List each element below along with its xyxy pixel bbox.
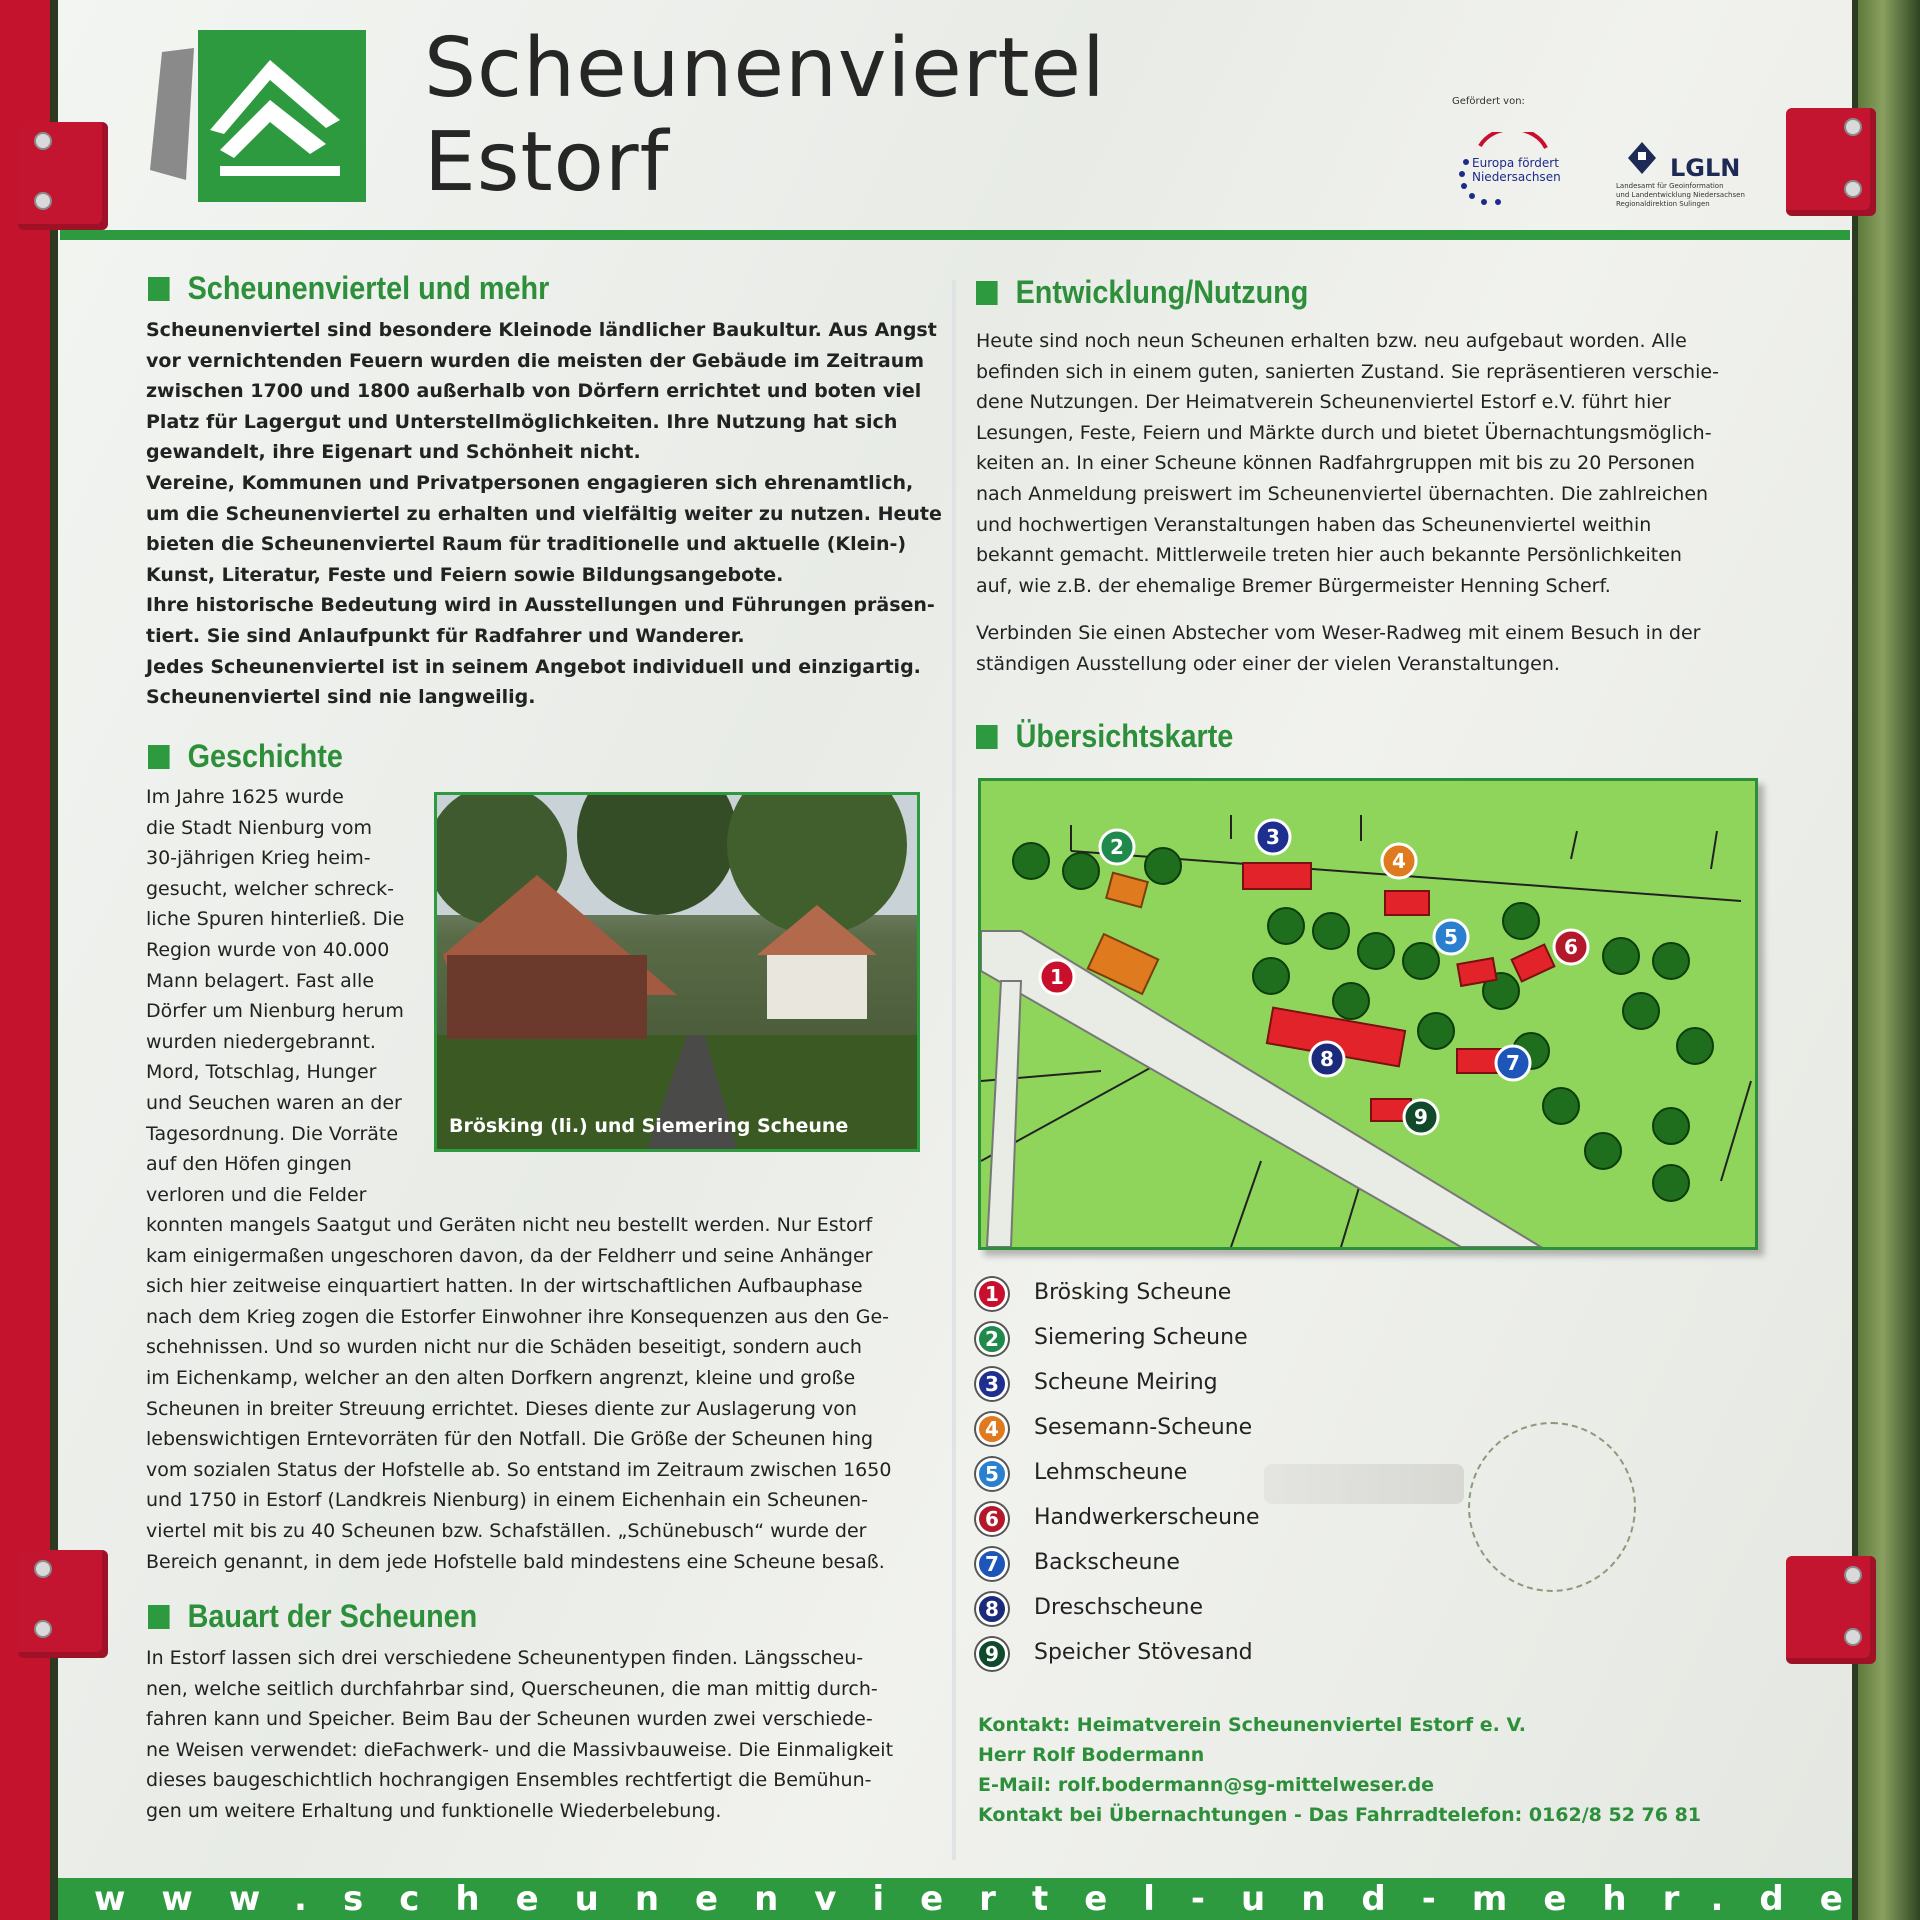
photo-caption: Brösking (li.) und Siemering Scheune [449,1115,849,1137]
website-url: www.scheunenviertel-und-mehr.de [94,1879,1879,1919]
geschichte-line: lebenswichtigen Erntevorräten für den Notfall. Die Größe der Scheunen hing [146,1428,874,1451]
entwicklung-line: Lesungen, Feste, Feiern und Märkte durch und bietet Übernachtungsmöglich- [976,421,1712,444]
legend-label: Handwerkerscheune [1034,1505,1260,1530]
geschichte-line: Scheunen in breiter Streuung errichtet. Dieses diente zur Auslagerung von [146,1397,857,1420]
bauart-line: dieses baugeschichtlich hochrangigen Ensembles rechtfertigt die Bemühun- [146,1769,872,1792]
overview-map [978,778,1758,1250]
svg-text:3: 3 [1266,825,1280,849]
legend-number-badge: 1 [976,1278,1008,1310]
entwicklung-line: Verbinden Sie einen Abstecher vom Weser-Radweg mit einem Besuch in der [976,622,1701,644]
geschichte-line: gesucht, welcher schreck- [146,877,395,900]
geschichte-line: sich hier zeitweise einquartiert hatten. In der wirtschaftlichen Aufbauphase [146,1275,863,1298]
bauart-line: gen um weitere Erhaltung und funktionelle Wiederbelebung. [146,1799,722,1822]
mehr-line: gewandelt, ihre Eigenart und Schönheit nicht. [146,441,641,464]
heading-bauart: Bauart der Scheunen [148,1598,477,1635]
mehr-line: bieten die Scheunenviertel Raum für traditionelle und aktuelle (Klein-) [146,533,907,556]
geschichte-line: nach dem Krieg zogen die Estorfer Einwohner ihre Konsequenzen aus den Ge- [146,1305,889,1328]
contact-phone: Kontakt bei Übernachtungen - Das Fahrradtelefon: 0162/8 52 76 81 [978,1804,1702,1826]
svg-text:4: 4 [1392,849,1406,873]
bauart-line: ne Weisen verwendet: dieFachwerk- und die Massivbauweise. Die Einmaligkeit [146,1738,894,1761]
geschichte-line: Tagesordnung. Die Vorräte [146,1122,399,1145]
geschichte-line: konnten mangels Saatgut und Geräten nicht neu bestellt werden. Nur Estorf [146,1214,873,1236]
geschichte-line: liche Spuren hinterließ. Die [146,908,405,931]
mehr-line: Platz für Lagergut und Unterstellmöglichkeiten. Ihre Nutzung hat sich [146,410,898,433]
geschichte-line: Mann belagert. Fast alle [146,969,375,992]
heading-geschichte: Geschichte [148,738,343,775]
legend-number-badge: 2 [976,1323,1008,1355]
mehr-line: vor vernichtenden Feuern wurden die meisten der Gebäude im Zeitraum [146,349,925,372]
geschichte-line: und Seuchen waren an der [146,1091,402,1114]
heading-uebersichtskarte: Übersichtskarte [976,718,1233,755]
mehr-line: Kunst, Literatur, Feste und Feiern sowie Bildungsangebote. [146,563,784,586]
worn-sticker [1264,1464,1464,1504]
sponsor-logos [1440,96,1770,216]
contact-info: Kontakt: Heimatverein Scheunenviertel Estorf e. V. Herr Rolf Bodermann E-Mail: rolf.bodermann@sg-mittelweser.de Kontakt bei Übernachtungen - Das Fahrradtelefon: 0162/8 52 76 81 [978,1710,1701,1830]
geschichte-line: wurden niedergebrannt. [146,1030,376,1053]
geschichte-line: 30-jährigen Krieg heim- [146,847,371,870]
text-geschichte-wide [146,1210,891,1577]
legend-label: Dreschscheune [1034,1595,1203,1620]
contact-email: E-Mail: rolf.bodermann@sg-mittelweser.de [978,1774,1435,1796]
text-geschichte-narrow [146,782,404,1210]
legend-label: Siemering Scheune [1034,1325,1248,1350]
heading-entwicklung: Entwicklung/Nutzung [976,274,1308,311]
svg-text:7: 7 [1506,1051,1520,1075]
geschichte-line: viertel mit bis zu 40 Scheunen bzw. Schafställen. „Schünebusch“ wurde der [146,1519,867,1542]
legend-label: Speicher Stövesand [1034,1640,1253,1665]
text-entwicklung [976,326,1719,601]
bracket-bottom-left [18,1550,108,1658]
bauart-line: In Estorf lassen sich drei verschiedene Scheunentypen finden. Längsscheu- [146,1647,864,1669]
bracket-top-left [18,122,108,230]
bracket-bottom-right [1786,1556,1876,1664]
text-scheunenviertel-und-mehr [146,315,942,713]
svg-text:5: 5 [1444,925,1458,949]
legend-number-badge: 9 [976,1638,1008,1670]
header-divider [60,230,1850,240]
mehr-line: um die Scheunenviertel zu erhalten und vielfältig weiter zu nutzen. Heute [146,502,942,525]
geschichte-line: Mord, Totschlag, Hunger [146,1061,377,1084]
legend-label: Lehmscheune [1034,1460,1188,1485]
text-bauart [146,1643,893,1827]
legend-number-badge: 7 [976,1548,1008,1580]
footer-website-bar [58,1878,1879,1920]
svg-text:6: 6 [1564,935,1578,959]
text-entwicklung-radweg [976,618,1701,679]
legend-label: Scheune Meiring [1034,1370,1218,1395]
mehr-line: Ihre historische Bedeutung wird in Ausstellungen und Führungen präsen- [146,594,935,617]
entwicklung-line: keiten an. In einer Scheune können Radfahrgruppen mit bis zu 20 Personen [976,452,1695,475]
entwicklung-line: nach Anmeldung preiswert im Scheunenviertel übernachten. Die zahlreichen [976,482,1709,505]
entwicklung-line: und hochwertigen Veranstaltungen haben das Scheunenviertel weithin [976,513,1652,536]
lgln-icon [1618,138,1668,178]
mehr-line: Scheunenviertel sind nie langweilig. [146,686,536,709]
geschichte-line: auf den Höfen gingen [146,1153,352,1176]
mehr-line: Scheunenviertel sind besondere Kleinode ländlicher Baukultur. Aus Angst [146,319,937,341]
mehr-line: Jedes Scheunenviertel ist in seinem Angebot individuell und einzigartig. [146,655,921,678]
legend-label: Backscheune [1034,1550,1180,1575]
legend-number-badge: 5 [976,1458,1008,1490]
entwicklung-line: befinden sich in einem guten, sanierten Zustand. Sie repräsentieren verschie- [976,360,1719,383]
page-title: Scheunenviertel Estorf [424,21,1106,210]
lgln-subtitle: Landesamt für Geoinformation und Landentwicklung Niedersachsen Regionaldirektion Sulingen [1616,182,1745,208]
stamp-mark [1468,1422,1636,1592]
mehr-line: zwischen 1700 und 1800 außerhalb von Dörfern errichtet und boten viel [146,380,922,403]
heading-scheunenviertel-und-mehr: Scheunenviertel und mehr [148,270,549,307]
geschichte-line: und 1750 in Estorf (Landkreis Nienburg) in einem Eichenhain ein Scheunen- [146,1489,868,1512]
geschichte-line: im Eichenkamp, welcher an den alten Dorfkern angrenzt, kleine und große [146,1366,856,1389]
lgln-label: LGLN [1670,154,1741,182]
photo-scene [437,795,917,1149]
svg-text:2: 2 [1110,835,1124,859]
geschichte-line: die Stadt Nienburg vom [146,816,373,839]
svg-text:1: 1 [1050,965,1064,989]
legend-number-badge: 4 [976,1413,1008,1445]
column-divider [952,280,956,1860]
mehr-line: tiert. Sie sind Anlaufpunkt für Radfahrer und Wanderer. [146,624,745,647]
legend-number-badge: 3 [976,1368,1008,1400]
photo-scheunen [434,792,920,1152]
svg-text:8: 8 [1320,1047,1334,1071]
legend-number-badge: 8 [976,1593,1008,1625]
mehr-line: Vereine, Kommunen und Privatpersonen engagieren sich ehrenamtlich, [146,471,914,494]
entwicklung-line: ständigen Ausstellung oder einer der vielen Veranstaltungen. [976,652,1560,675]
legend-number-badge: 6 [976,1503,1008,1535]
bracket-top-right [1786,108,1876,216]
geschichte-line: Region wurde von 40.000 [146,938,390,961]
bauart-line: nen, welche seitlich durchfahrbar sind, Querscheunen, die man mittig durch- [146,1677,878,1700]
geschichte-line: Bereich genannt, in dem jede Hofstelle bald mindestens eine Scheune besaß. [146,1550,885,1573]
sponsor-label: Gefördert von: [1452,96,1525,107]
eu-funding-text: Europa fördert Niedersachsen [1472,156,1561,184]
entwicklung-line: Heute sind noch neun Scheunen erhalten bzw. neu aufgebaut worden. Alle [976,330,1687,352]
geschichte-line: Im Jahre 1625 wurde [146,786,344,808]
entwicklung-line: dene Nutzungen. Der Heimatverein Scheunenviertel Estorf e.V. führt hier [976,391,1671,414]
legend-label: Sesemann-Scheune [1034,1415,1253,1440]
geschichte-line: schehnissen. Und so wurden nicht nur die Schäden beseitigt, sondern auch [146,1336,862,1359]
geschichte-line: vom sozialen Status der Hofstelle ab. So entstand im Zeitraum zwischen 1650 [146,1458,892,1481]
geschichte-line: verloren und die Felder [146,1183,367,1206]
svg-text:9: 9 [1414,1105,1428,1129]
bauart-line: fahren kann und Speicher. Beim Bau der Scheunen wurden zwei verschiede- [146,1708,873,1731]
scheunenviertel-logo [150,30,366,202]
entwicklung-line: auf, wie z.B. der ehemalige Bremer Bürgermeister Henning Scherf. [976,574,1611,597]
entwicklung-line: bekannt gemacht. Mittlerweile treten hier auch bekannte Persönlichkeiten [976,544,1682,567]
geschichte-line: Dörfer um Nienburg herum [146,1000,404,1023]
geschichte-line: kam einigermaßen ungeschoren davon, da der Feldherr und seine Anhänger [146,1244,873,1267]
legend-label: Brösking Scheune [1034,1280,1232,1305]
